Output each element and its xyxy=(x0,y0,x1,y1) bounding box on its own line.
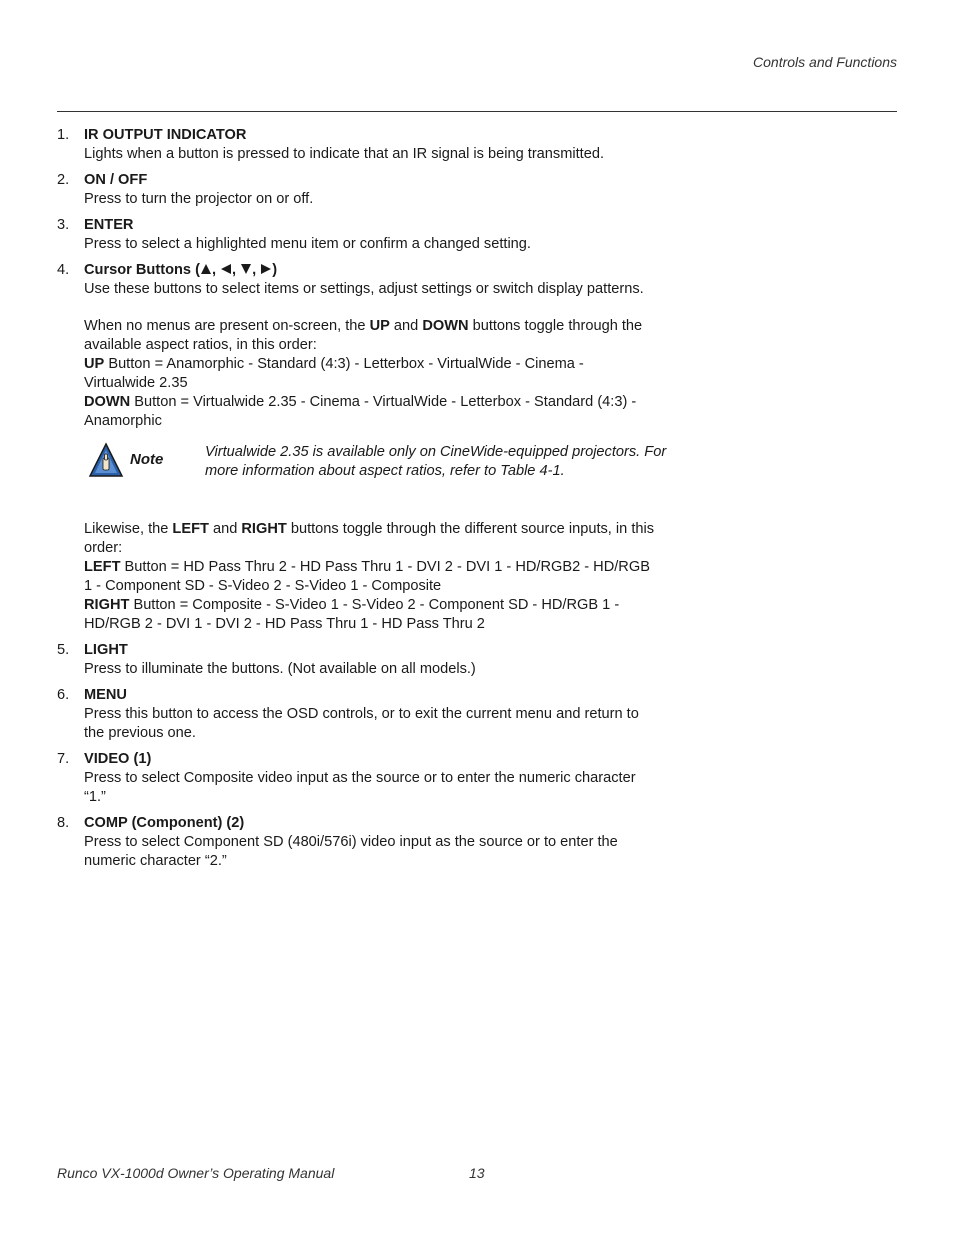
item-title xyxy=(84,261,657,280)
down-button-order: DOWN Button = Virtualwide 2.35 - Cinema - VirtualWide - Letterbox - Standard (4:3) - Anamorphic xyxy=(84,394,637,429)
running-header: Controls and Functions xyxy=(753,54,897,70)
down-arrow-icon xyxy=(240,263,252,275)
item-title: ENTER xyxy=(84,217,134,233)
item-description: Press to turn the projector on or off. xyxy=(84,191,314,207)
list-item xyxy=(57,261,667,634)
item-description: Press to select a highlighted menu item or confirm a changed setting. xyxy=(84,236,531,252)
note-hand-icon xyxy=(88,442,124,478)
item-title: MENU xyxy=(84,687,127,703)
title-suffix: ) xyxy=(272,262,278,278)
item-description: Press to illuminate the buttons. (Not available on all models.) xyxy=(84,661,476,677)
right-arrow-icon xyxy=(260,263,272,275)
item-description: Use these buttons to select items or settings, adjust settings or switch display patterns. xyxy=(84,281,644,297)
footer-manual-title: Runco VX-1000d Owner’s Operating Manual xyxy=(57,1165,335,1181)
item-title: COMP (Component) (2) xyxy=(84,815,245,831)
item-title: LIGHT xyxy=(84,642,128,658)
note-label: Note xyxy=(130,451,164,468)
list-item xyxy=(57,216,657,254)
controls-list xyxy=(57,126,667,878)
page-number: 13 xyxy=(469,1165,485,1181)
item-description: Press this button to access the OSD controls, or to exit the current menu and return to the previous one. xyxy=(84,706,639,741)
list-item xyxy=(57,686,657,743)
title-sep: , xyxy=(232,262,241,278)
note-text: Virtualwide 2.35 is available only on CineWide-equipped projectors. For more information about aspect ratios, refer to Table 4-1. xyxy=(205,444,667,479)
item-number: 7. xyxy=(57,751,70,767)
item-number: 8. xyxy=(57,815,70,831)
item-number: 2. xyxy=(57,172,70,188)
item-title: VIDEO (1) xyxy=(84,751,152,767)
list-item xyxy=(57,814,657,871)
title-sep: , xyxy=(211,262,221,278)
item-number: 4. xyxy=(57,262,70,278)
list-item xyxy=(57,750,657,807)
list-item xyxy=(57,171,657,209)
title-prefix: Cursor Buttons ( xyxy=(84,262,200,278)
right-button-order: RIGHT Button = Composite - S-Video 1 - S-Video 2 - Component SD - HD/RGB 1 - HD/RGB 2 - DVI 1 - DVI 2 - HD Pass Thru 1 - HD Pass Thru 2 xyxy=(84,597,620,632)
source-input-intro: Likewise, the LEFT and RIGHT buttons toggle through the different source inputs, in this order: xyxy=(84,521,655,556)
aspect-ratio-intro: When no menus are present on-screen, the UP and DOWN buttons toggle through the available aspect ratios, in this order: xyxy=(84,318,643,353)
note-callout xyxy=(84,442,667,502)
item-number: 3. xyxy=(57,217,70,233)
item-number: 5. xyxy=(57,642,70,658)
left-arrow-icon xyxy=(220,263,232,275)
item-number: 1. xyxy=(57,127,70,143)
header-rule xyxy=(57,111,897,112)
left-button-order: LEFT Button = HD Pass Thru 2 - HD Pass Thru 1 - DVI 2 - DVI 1 - HD/RGB2 - HD/RGB 1 - Component SD - S-Video 2 - S-Video 1 - Composite xyxy=(84,559,650,594)
up-button-order: UP Button = Anamorphic - Standard (4:3) - Letterbox - VirtualWide - Cinema - Virtualwide 2.35 xyxy=(84,356,584,391)
item-title: IR OUTPUT INDICATOR xyxy=(84,127,247,143)
item-title: ON / OFF xyxy=(84,172,148,188)
item-number: 6. xyxy=(57,687,70,703)
up-arrow-icon xyxy=(200,263,212,275)
list-item xyxy=(57,126,657,164)
title-sep: , xyxy=(252,262,261,278)
list-item xyxy=(57,641,657,679)
item-description: Press to select Composite video input as the source or to enter the numeric character “1.” xyxy=(84,770,636,805)
item-description: Lights when a button is pressed to indicate that an IR signal is being transmitted. xyxy=(84,146,605,162)
item-description: Press to select Component SD (480i/576i) video input as the source or to enter the numeric character “2.” xyxy=(84,834,618,869)
